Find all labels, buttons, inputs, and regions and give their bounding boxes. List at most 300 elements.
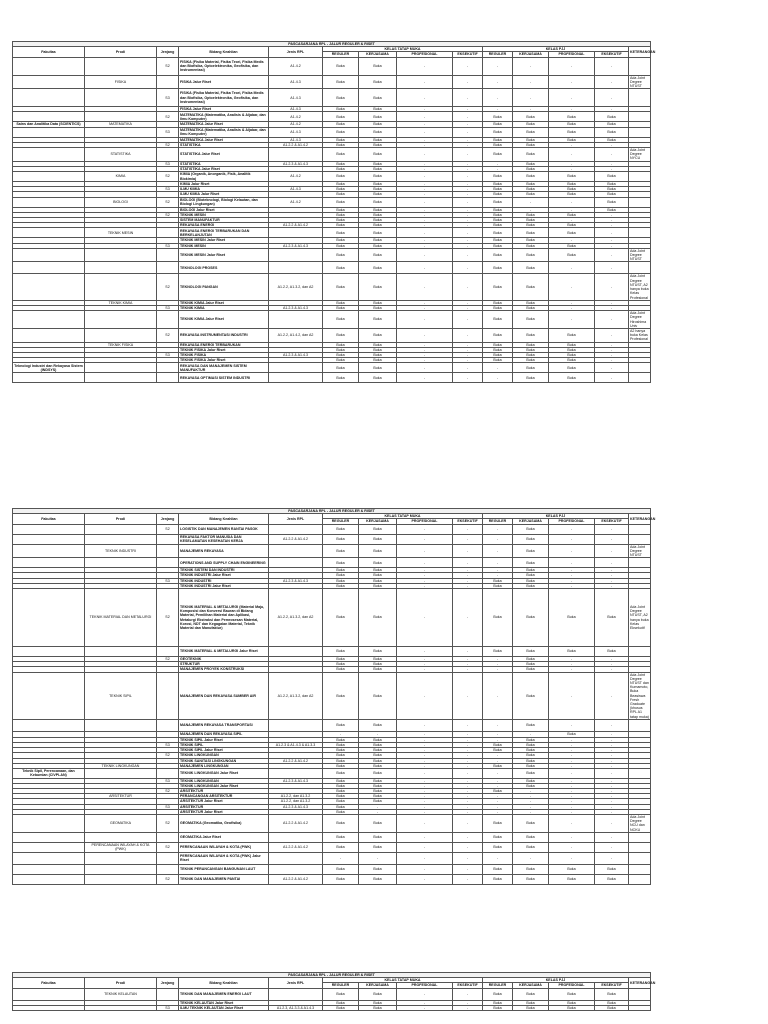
- status-cell: -: [483, 657, 513, 662]
- keterangan-cell: [629, 988, 651, 1000]
- status-cell: -: [483, 809, 513, 814]
- status-cell: -: [453, 182, 483, 187]
- jenjang-cell: S3: [157, 127, 179, 137]
- status-cell: -: [549, 783, 595, 788]
- status-cell: -: [397, 589, 453, 647]
- jenjang-cell: S3: [157, 578, 179, 583]
- status-cell: -: [397, 57, 453, 75]
- fakultas-cell: [13, 864, 85, 874]
- jenjang-cell: [157, 558, 179, 568]
- bidang-cell: MANAJEMEN REKAYASA: [179, 544, 269, 558]
- status-cell: -: [549, 832, 595, 842]
- status-cell: -: [453, 864, 483, 874]
- bidang-cell: TEKNIK MESIN: [179, 212, 269, 217]
- prodi-cell: [85, 874, 157, 884]
- status-cell: Buka: [359, 182, 397, 187]
- col-jenjang: Jenjang: [157, 47, 179, 57]
- status-cell: -: [483, 719, 513, 731]
- status-cell: -: [595, 300, 629, 305]
- status-cell: -: [397, 874, 453, 884]
- col-kelas-pjj: KELAS PJJ: [483, 978, 629, 983]
- bidang-cell: TEKNIK PERANCANGAN BANGUNAN LAUT: [179, 864, 269, 874]
- status-cell: Buka: [359, 737, 397, 742]
- fakultas-cell: [13, 672, 85, 719]
- status-cell: Buka: [359, 212, 397, 217]
- status-cell: Buka: [359, 748, 397, 753]
- status-cell: Buka: [595, 192, 629, 197]
- col-jenis-rpl: Jenis RPL: [269, 978, 323, 988]
- status-cell: -: [595, 799, 629, 804]
- jenis-rpl-cell: [269, 852, 323, 864]
- jenjang-cell: S2: [157, 57, 179, 75]
- status-cell: -: [595, 358, 629, 363]
- prodi-cell: TEKNIK MATERIAL DAN METALURGI: [85, 589, 157, 647]
- status-cell: -: [397, 197, 453, 207]
- fakultas-cell: [13, 274, 85, 300]
- status-cell: -: [549, 544, 595, 558]
- prodi-cell: [85, 524, 157, 534]
- table-title: PASCASARJANA RPL - JALUR REGULER & RISET: [13, 973, 651, 978]
- table-row: [13, 57, 651, 75]
- status-cell: -: [453, 192, 483, 197]
- keterangan-cell: Ada Joint Degree NTUST, A2 hanya buka Kelas Eksekutif: [629, 589, 651, 647]
- jenis-rpl-cell: A1.2.3 & A1.4.3: [269, 305, 323, 310]
- table-row: [13, 589, 651, 647]
- status-cell: -: [549, 148, 595, 162]
- bidang-cell: REKAYASA ENERGI: [179, 223, 269, 228]
- status-cell: Buka: [323, 763, 359, 768]
- status-cell: Buka: [323, 207, 359, 212]
- status-cell: Buka: [323, 373, 359, 383]
- status-cell: -: [549, 107, 595, 112]
- table-row: [13, 148, 651, 162]
- status-cell: -: [595, 852, 629, 864]
- status-cell: Buka: [323, 832, 359, 842]
- status-cell: -: [359, 731, 397, 737]
- status-cell: Buka: [595, 874, 629, 884]
- status-cell: Buka: [359, 328, 397, 342]
- status-cell: -: [595, 814, 629, 832]
- status-cell: Buka: [549, 187, 595, 192]
- status-cell: Buka: [513, 192, 549, 197]
- status-cell: Buka: [359, 1005, 397, 1010]
- bidang-cell: MANAJEMEN PROYEK KONSTRUKSI: [179, 667, 269, 672]
- status-cell: -: [483, 89, 513, 107]
- status-cell: Buka: [323, 107, 359, 112]
- status-cell: -: [595, 753, 629, 758]
- status-cell: -: [397, 238, 453, 243]
- table-row: [13, 814, 651, 832]
- status-cell: Buka: [359, 137, 397, 142]
- status-cell: Buka: [513, 573, 549, 578]
- status-cell: Buka: [323, 657, 359, 662]
- jenjang-cell: S3: [157, 352, 179, 357]
- status-cell: -: [397, 137, 453, 142]
- jenjang-cell: S2: [157, 814, 179, 832]
- prodi-cell: KIMIA: [85, 172, 157, 182]
- status-cell: -: [453, 753, 483, 758]
- status-cell: -: [549, 662, 595, 667]
- status-cell: Buka: [483, 578, 513, 583]
- prodi-cell: [85, 852, 157, 864]
- status-cell: Buka: [323, 89, 359, 107]
- status-cell: Buka: [483, 1005, 513, 1010]
- status-cell: -: [397, 832, 453, 842]
- status-cell: Buka: [483, 243, 513, 248]
- status-cell: -: [397, 342, 453, 347]
- status-cell: Buka: [359, 161, 397, 166]
- status-cell: -: [397, 311, 453, 329]
- status-cell: Buka: [513, 342, 549, 347]
- jenis-rpl-cell: [269, 769, 323, 778]
- jenis-rpl-cell: [269, 988, 323, 1000]
- status-cell: Buka: [549, 192, 595, 197]
- jenjang-cell: [157, 311, 179, 329]
- status-cell: -: [453, 804, 483, 809]
- bidang-cell: TEKNIK KELAUTAN Jalur Riset: [179, 1000, 269, 1005]
- jenis-rpl-cell: [269, 524, 323, 534]
- table-row: [13, 719, 651, 731]
- jenjang-cell: S2: [157, 874, 179, 884]
- status-cell: Buka: [595, 207, 629, 212]
- subheader-eksekutif: EKSEKUTIF: [595, 519, 629, 524]
- status-cell: -: [549, 842, 595, 852]
- bidang-cell: KIMIA (Organik, Anorganik, Fisik, Analitik Biokimia): [179, 172, 269, 182]
- status-cell: -: [397, 794, 453, 799]
- status-cell: Buka: [483, 238, 513, 243]
- status-cell: Buka: [323, 243, 359, 248]
- status-cell: -: [453, 573, 483, 578]
- status-cell: -: [453, 212, 483, 217]
- jenjang-cell: S2: [157, 589, 179, 647]
- status-cell: -: [549, 300, 595, 305]
- table-row: [13, 534, 651, 544]
- table-row: [13, 112, 651, 122]
- status-cell: Buka: [513, 262, 549, 274]
- col-fakultas: Fakultas: [13, 47, 85, 57]
- status-cell: Buka: [549, 864, 595, 874]
- status-cell: -: [453, 852, 483, 864]
- col-keterangan: KETERANGAN: [629, 978, 651, 988]
- status-cell: -: [453, 662, 483, 667]
- jenjang-cell: S2: [157, 657, 179, 662]
- table-row: [13, 769, 651, 778]
- status-cell: Buka: [323, 352, 359, 357]
- prodi-cell: [85, 57, 157, 75]
- bidang-cell: MANAJEMEN DAN REKAYASA SIPIL: [179, 731, 269, 737]
- status-cell: -: [397, 75, 453, 89]
- status-cell: -: [549, 788, 595, 793]
- status-cell: Buka: [359, 347, 397, 352]
- prodi-cell: ARSITEKTUR: [85, 794, 157, 799]
- status-cell: -: [397, 667, 453, 672]
- subheader-kerjasama: KERJASAMA: [513, 52, 549, 57]
- table-row: [13, 988, 651, 1000]
- status-cell: Buka: [549, 352, 595, 357]
- status-cell: Buka: [483, 207, 513, 212]
- status-cell: -: [549, 583, 595, 588]
- status-cell: Buka: [359, 172, 397, 182]
- status-cell: -: [595, 558, 629, 568]
- status-cell: Buka: [513, 363, 549, 373]
- status-cell: -: [595, 373, 629, 383]
- status-cell: -: [595, 657, 629, 662]
- status-cell: Buka: [513, 122, 549, 127]
- status-cell: Buka: [513, 148, 549, 162]
- status-cell: -: [549, 799, 595, 804]
- jenjang-cell: S3: [157, 1005, 179, 1010]
- status-cell: Buka: [483, 352, 513, 357]
- status-cell: -: [397, 737, 453, 742]
- status-cell: Buka: [513, 988, 549, 1000]
- prodi-cell: [85, 328, 157, 342]
- jenis-rpl-cell: A1.2.2 & A1.4.2: [269, 814, 323, 832]
- status-cell: Buka: [359, 874, 397, 884]
- jenis-rpl-cell: A1.2.3 & A1.4.3: [269, 161, 323, 166]
- status-cell: -: [595, 573, 629, 578]
- status-cell: Buka: [483, 112, 513, 122]
- status-cell: Buka: [359, 558, 397, 568]
- status-cell: Buka: [323, 647, 359, 657]
- status-cell: -: [549, 778, 595, 783]
- status-cell: Buka: [359, 238, 397, 243]
- jenis-rpl-cell: [269, 228, 323, 238]
- status-cell: Buka: [323, 804, 359, 809]
- status-cell: Buka: [359, 583, 397, 588]
- prodi-cell: BIOLOGI: [85, 197, 157, 207]
- status-cell: Buka: [483, 583, 513, 588]
- bidang-cell: FISIKA Jalur Riset: [179, 75, 269, 89]
- status-cell: -: [453, 352, 483, 357]
- status-cell: -: [595, 534, 629, 544]
- col-jenis-rpl: Jenis RPL: [269, 47, 323, 57]
- keterangan-cell: [629, 197, 651, 207]
- status-cell: -: [595, 57, 629, 75]
- status-cell: -: [549, 218, 595, 223]
- status-cell: -: [397, 148, 453, 162]
- status-cell: Buka: [359, 342, 397, 347]
- status-cell: -: [595, 748, 629, 753]
- status-cell: Buka: [483, 248, 513, 262]
- bidang-cell: TEKNIK INDUSTRI: [179, 578, 269, 583]
- subheader-eksekutif: EKSEKUTIF: [595, 983, 629, 988]
- keterangan-cell: [629, 112, 651, 122]
- status-cell: -: [483, 524, 513, 534]
- status-cell: Buka: [513, 568, 549, 573]
- status-cell: -: [549, 753, 595, 758]
- prodi-cell: [85, 262, 157, 274]
- subheader-eksekutif: EKSEKUTIF: [595, 52, 629, 57]
- jenis-rpl-cell: [269, 363, 323, 373]
- status-cell: -: [549, 57, 595, 75]
- status-cell: -: [397, 373, 453, 383]
- status-cell: Buka: [513, 832, 549, 842]
- jenjang-cell: S3: [157, 778, 179, 783]
- status-cell: -: [453, 568, 483, 573]
- status-cell: -: [453, 373, 483, 383]
- status-cell: Buka: [323, 187, 359, 192]
- jenjang-cell: S3: [157, 305, 179, 310]
- jenjang-cell: [157, 544, 179, 558]
- prodi-cell: [85, 373, 157, 383]
- subheader-reguler: REGULER: [483, 52, 513, 57]
- status-cell: Buka: [359, 352, 397, 357]
- status-cell: -: [453, 672, 483, 719]
- status-cell: Buka: [359, 192, 397, 197]
- status-cell: -: [397, 534, 453, 544]
- status-cell: Buka: [513, 672, 549, 719]
- jenjang-cell: [157, 363, 179, 373]
- bidang-cell: STATISTIKA Jalur Riset: [179, 148, 269, 162]
- status-cell: Buka: [323, 161, 359, 166]
- status-cell: Buka: [359, 778, 397, 783]
- status-cell: -: [483, 662, 513, 667]
- subheader-profesional: PROFESIONAL: [397, 519, 453, 524]
- status-cell: -: [453, 814, 483, 832]
- bidang-cell: GEOMATIKA Jalur Riset: [179, 832, 269, 842]
- document-page-1: [12, 41, 656, 383]
- status-cell: Buka: [359, 832, 397, 842]
- jenis-rpl-cell: [269, 864, 323, 874]
- subheader-kerjasama: KERJASAMA: [513, 519, 549, 524]
- fakultas-cell: [13, 852, 85, 864]
- keterangan-cell: Ada Joint Degree NTUST, A2 hanya buka Kelas Profesional: [629, 274, 651, 300]
- keterangan-cell: [629, 832, 651, 842]
- status-cell: -: [453, 842, 483, 852]
- fakultas-cell: [13, 589, 85, 647]
- bidang-cell: TEKNIK FISIKA Jalur Riset: [179, 358, 269, 363]
- subheader-eksekutif: EKSEKUTIF: [453, 983, 483, 988]
- program-table-2: [12, 508, 656, 885]
- status-cell: -: [453, 832, 483, 842]
- status-cell: -: [595, 342, 629, 347]
- jenis-rpl-cell: A1.4.3: [269, 75, 323, 89]
- status-cell: -: [397, 207, 453, 212]
- status-cell: Buka: [513, 228, 549, 238]
- status-cell: -: [549, 89, 595, 107]
- bidang-cell: MANAJEMEN LINGKUNGAN: [179, 763, 269, 768]
- status-cell: -: [397, 172, 453, 182]
- col-prodi: Prodi: [85, 47, 157, 57]
- status-cell: -: [453, 311, 483, 329]
- fakultas-cell: [13, 534, 85, 544]
- status-cell: Buka: [595, 1000, 629, 1005]
- status-cell: Buka: [483, 763, 513, 768]
- status-cell: Buka: [513, 300, 549, 305]
- bidang-cell: BIOLOGI (Bioteknologi, Biologi Kelautan, dan Biologi Lingkungan): [179, 197, 269, 207]
- bidang-cell: TEKNIK SIPIL Jalur Riset: [179, 748, 269, 753]
- status-cell: Buka: [323, 172, 359, 182]
- status-cell: -: [397, 758, 453, 763]
- fakultas-cell: [13, 57, 85, 75]
- status-cell: Buka: [549, 243, 595, 248]
- status-cell: Buka: [359, 763, 397, 768]
- status-cell: -: [483, 107, 513, 112]
- status-cell: Buka: [323, 122, 359, 127]
- status-cell: Buka: [323, 182, 359, 187]
- status-cell: -: [483, 852, 513, 864]
- status-cell: Buka: [359, 647, 397, 657]
- jenjang-cell: [157, 864, 179, 874]
- jenjang-cell: S2: [157, 788, 179, 793]
- status-cell: -: [453, 300, 483, 305]
- bidang-cell: STATISTIKA: [179, 161, 269, 166]
- status-cell: -: [453, 788, 483, 793]
- jenis-rpl-cell: A1.4.2: [269, 172, 323, 182]
- fakultas-cell: [13, 647, 85, 657]
- jenis-rpl-cell: A1.2.2, A1.3.2, dan A2: [269, 589, 323, 647]
- status-cell: -: [453, 719, 483, 731]
- status-cell: -: [549, 558, 595, 568]
- status-cell: Buka: [483, 988, 513, 1000]
- status-cell: -: [595, 788, 629, 793]
- status-cell: Buka: [513, 182, 549, 187]
- status-cell: -: [483, 558, 513, 568]
- subheader-kerjasama: KERJASAMA: [359, 983, 397, 988]
- status-cell: -: [483, 753, 513, 758]
- status-cell: -: [549, 262, 595, 274]
- keterangan-cell: [629, 534, 651, 544]
- keterangan-cell: [629, 262, 651, 274]
- subheader-profesional: PROFESIONAL: [397, 52, 453, 57]
- status-cell: Buka: [323, 794, 359, 799]
- status-cell: -: [483, 363, 513, 373]
- status-cell: Buka: [549, 127, 595, 137]
- status-cell: Buka: [359, 988, 397, 1000]
- bidang-cell: TEKNIK INDUSTRI Jalur Riset: [179, 583, 269, 588]
- status-cell: Buka: [513, 328, 549, 342]
- status-cell: Buka: [513, 347, 549, 352]
- jenjang-cell: S2: [157, 212, 179, 217]
- status-cell: Buka: [323, 166, 359, 171]
- jenis-rpl-cell: A1.4.2: [269, 197, 323, 207]
- jenis-rpl-cell: A1.4.3: [269, 127, 323, 137]
- jenjang-cell: S3: [157, 187, 179, 192]
- keterangan-cell: [629, 172, 651, 182]
- status-cell: Buka: [359, 122, 397, 127]
- bidang-cell: REKAYASA FAKTOR MANUSIA DAN KESELAMATAN KESEHATAN KERJA: [179, 534, 269, 544]
- prodi-cell: TEKNIK FISIKA: [85, 342, 157, 347]
- status-cell: Buka: [323, 142, 359, 147]
- bidang-cell: ILMU TEKNIK KELAUTAN Jalur Riset: [179, 1005, 269, 1010]
- status-cell: Buka: [323, 212, 359, 217]
- jenjang-cell: S2: [157, 112, 179, 122]
- bidang-cell: PERENCANAAN WILAYAH & KOTA (PWK): [179, 842, 269, 852]
- status-cell: -: [453, 262, 483, 274]
- bidang-cell: REKAYASA ENERGI TERBARUKAN DAN BERKELANJUTAN: [179, 228, 269, 238]
- status-cell: Buka: [359, 311, 397, 329]
- bidang-cell: KIMIA Jalur Riset: [179, 182, 269, 187]
- status-cell: -: [595, 311, 629, 329]
- jenis-rpl-cell: [269, 248, 323, 262]
- jenis-rpl-cell: [269, 832, 323, 842]
- status-cell: -: [397, 274, 453, 300]
- status-cell: -: [397, 583, 453, 588]
- status-cell: Buka: [513, 662, 549, 667]
- status-cell: Buka: [359, 166, 397, 171]
- status-cell: -: [595, 578, 629, 583]
- status-cell: Buka: [359, 148, 397, 162]
- col-bidang: Bidang Keahlian: [179, 514, 269, 524]
- status-cell: -: [513, 809, 549, 814]
- status-cell: -: [397, 783, 453, 788]
- status-cell: -: [397, 248, 453, 262]
- status-cell: -: [549, 719, 595, 731]
- keterangan-cell: [629, 647, 651, 657]
- status-cell: Buka: [595, 112, 629, 122]
- status-cell: -: [397, 743, 453, 748]
- status-cell: Buka: [549, 988, 595, 1000]
